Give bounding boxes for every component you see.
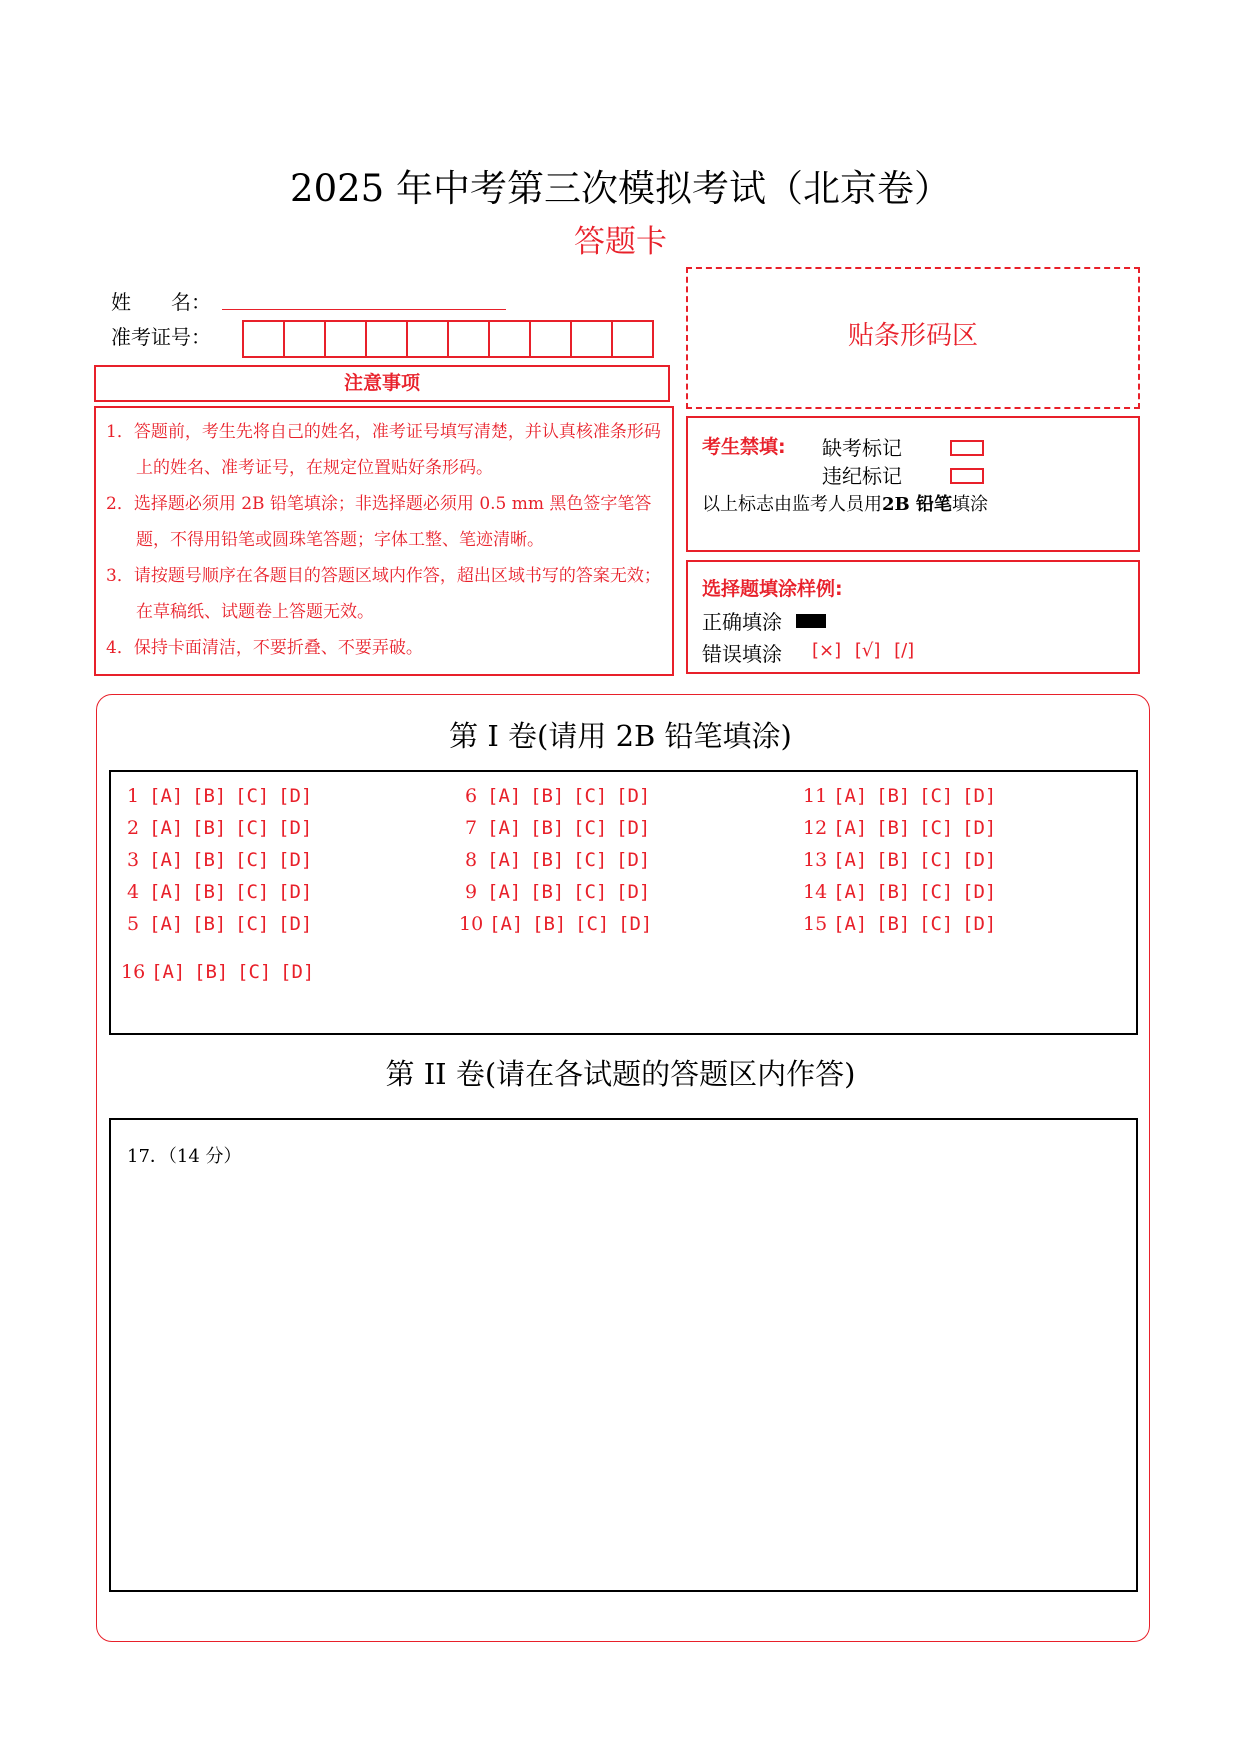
option-bubble[interactable]: [A]: [489, 913, 524, 935]
id-digit-box[interactable]: [531, 322, 572, 356]
barcode-area: 贴条形码区: [686, 267, 1140, 409]
question-number: 1: [127, 785, 140, 807]
mc-question-row: [803, 785, 1005, 807]
option-bubble[interactable]: [A]: [487, 881, 522, 903]
option-bubble[interactable]: [A]: [833, 849, 868, 871]
question-number: 13: [803, 849, 828, 871]
mc-question-row: [803, 849, 1005, 871]
question-number: 8: [465, 849, 478, 871]
option-bubble[interactable]: [A]: [487, 785, 522, 807]
mc-question-row: [465, 817, 659, 839]
question-number: 14: [803, 881, 828, 903]
option-bubble[interactable]: [D]: [280, 961, 315, 983]
question-number: 2: [127, 817, 140, 839]
notice-item: 1．答题前，考生先将自己的姓名，准考证号填写清楚，并认真核准条形码上的姓名、准考证号，在规定位置贴好条形码。: [106, 422, 661, 478]
wrong-fill-label: 错误填涂: [702, 642, 782, 666]
option-bubble[interactable]: [A]: [833, 817, 868, 839]
question-number: 3: [127, 849, 140, 871]
option-bubble[interactable]: [C]: [235, 785, 270, 807]
mc-question-row: [127, 817, 321, 839]
option-bubble[interactable]: [D]: [616, 881, 651, 903]
option-bubble[interactable]: [D]: [278, 881, 313, 903]
option-bubble[interactable]: [B]: [192, 913, 227, 935]
option-bubble[interactable]: [D]: [616, 785, 651, 807]
option-bubble[interactable]: [C]: [235, 913, 270, 935]
question-number: 16: [121, 961, 146, 983]
sample-label: 选择题填涂样例:: [702, 578, 843, 600]
notice-title: 注意事项: [94, 365, 670, 402]
option-bubble[interactable]: [A]: [833, 785, 868, 807]
option-bubble[interactable]: [D]: [616, 817, 651, 839]
id-digit-box[interactable]: [449, 322, 490, 356]
name-label: 姓 名：: [111, 290, 211, 314]
option-bubble[interactable]: [B]: [194, 961, 229, 983]
option-bubble[interactable]: [B]: [876, 785, 911, 807]
mc-question-row: [121, 961, 323, 983]
forbid-label: 考生禁填:: [702, 436, 786, 458]
question-number: 7: [465, 817, 478, 839]
id-digit-box[interactable]: [572, 322, 613, 356]
correct-fill-sample: [796, 614, 826, 628]
violation-mark-box[interactable]: [950, 468, 984, 484]
mc-question-row: [803, 881, 1005, 903]
question-number: 15: [803, 913, 828, 935]
answer-box-q17[interactable]: [109, 1118, 1138, 1592]
option-bubble[interactable]: [A]: [149, 817, 184, 839]
id-digit-box[interactable]: [367, 322, 408, 356]
mc-question-row: [127, 785, 321, 807]
mc-question-row: [803, 913, 1005, 935]
question-number: 10: [459, 913, 484, 935]
absent-mark-label: 缺考标记: [822, 436, 902, 460]
option-bubble[interactable]: [D]: [278, 785, 313, 807]
option-bubble[interactable]: [D]: [278, 913, 313, 935]
mc-question-row: [465, 881, 659, 903]
id-label: 准考证号：: [111, 325, 211, 349]
question-number: 4: [127, 881, 140, 903]
option-bubble[interactable]: [D]: [278, 817, 313, 839]
option-bubble[interactable]: [B]: [876, 817, 911, 839]
option-bubble[interactable]: [B]: [876, 849, 911, 871]
exam-title: 2025 年中考第三次模拟考试（北京卷）: [290, 167, 951, 210]
option-bubble[interactable]: [C]: [919, 817, 954, 839]
q17-label: 17．（14 分）: [127, 1146, 242, 1167]
forbid-note-suffix: 填涂: [952, 494, 989, 515]
mc-question-row: [127, 913, 321, 935]
mc-question-row: [465, 785, 659, 807]
option-bubble[interactable]: [A]: [149, 881, 184, 903]
option-bubble[interactable]: [B]: [192, 817, 227, 839]
option-bubble[interactable]: [D]: [962, 785, 997, 807]
question-number: 9: [465, 881, 478, 903]
mc-question-row: [127, 849, 321, 871]
option-bubble[interactable]: [B]: [876, 913, 911, 935]
exam-id-boxes[interactable]: [242, 320, 654, 358]
id-digit-box[interactable]: [613, 322, 652, 356]
option-bubble[interactable]: [C]: [919, 849, 954, 871]
option-bubble[interactable]: [B]: [192, 881, 227, 903]
option-bubble[interactable]: [B]: [192, 785, 227, 807]
option-bubble[interactable]: [C]: [919, 881, 954, 903]
violation-mark-label: 违纪标记: [822, 464, 902, 488]
option-bubble[interactable]: [A]: [149, 913, 184, 935]
option-bubble[interactable]: [D]: [962, 849, 997, 871]
option-bubble[interactable]: [B]: [530, 849, 565, 871]
option-bubble[interactable]: [C]: [235, 849, 270, 871]
id-digit-box[interactable]: [408, 322, 449, 356]
option-bubble[interactable]: [D]: [616, 849, 651, 871]
option-bubble[interactable]: [D]: [618, 913, 653, 935]
answer-sheet-subtitle: 答题卡: [574, 224, 667, 260]
option-bubble[interactable]: [C]: [573, 849, 608, 871]
option-bubble[interactable]: [A]: [487, 817, 522, 839]
option-bubble[interactable]: [C]: [575, 913, 610, 935]
option-bubble[interactable]: [D]: [962, 913, 997, 935]
wrong-fill-samples: [×] [√] [/]: [812, 640, 915, 661]
option-bubble[interactable]: [B]: [530, 881, 565, 903]
forbid-note-prefix: 以上标志由监考人员用: [702, 494, 882, 515]
id-digit-box[interactable]: [244, 322, 285, 356]
option-bubble[interactable]: [B]: [530, 785, 565, 807]
id-digit-box[interactable]: [326, 322, 367, 356]
mc-question-row: [127, 881, 321, 903]
correct-fill-label: 正确填涂: [702, 610, 782, 634]
option-bubble[interactable]: [C]: [235, 817, 270, 839]
option-bubble[interactable]: [A]: [833, 913, 868, 935]
id-digit-box[interactable]: [285, 322, 326, 356]
option-bubble[interactable]: [B]: [530, 817, 565, 839]
question-number: 6: [465, 785, 478, 807]
forbid-note-bold: 2B 铅笔: [882, 494, 953, 515]
mc-question-row: [465, 849, 659, 871]
question-number: 5: [127, 913, 140, 935]
notice-item: 4．保持卡面清洁，不要折叠、不要弄破。: [106, 638, 423, 658]
option-bubble[interactable]: [B]: [192, 849, 227, 871]
option-bubble[interactable]: [A]: [487, 849, 522, 871]
section1-title: 第 I 卷(请用 2B 铅笔填涂): [449, 719, 792, 753]
absent-mark-box[interactable]: [950, 440, 984, 456]
mc-question-row: [803, 817, 1005, 839]
option-bubble[interactable]: [C]: [237, 961, 272, 983]
notice-item: 3．请按题号顺序在各题目的答题区域内作答，超出区域书写的答案无效；在草稿纸、试题卷上答题无效。: [106, 566, 661, 622]
option-bubble[interactable]: [D]: [278, 849, 313, 871]
option-bubble[interactable]: [C]: [573, 785, 608, 807]
option-bubble[interactable]: [C]: [235, 881, 270, 903]
option-bubble[interactable]: [B]: [532, 913, 567, 935]
option-bubble[interactable]: [D]: [962, 817, 997, 839]
option-bubble[interactable]: [B]: [876, 881, 911, 903]
question-number: 12: [803, 817, 828, 839]
option-bubble[interactable]: [C]: [573, 817, 608, 839]
mc-question-row: [459, 913, 661, 935]
section2-title: 第 II 卷(请在各试题的答题区内作答): [385, 1057, 856, 1091]
option-bubble[interactable]: [A]: [151, 961, 186, 983]
forbid-note: [702, 490, 988, 516]
notice-box: [94, 406, 674, 676]
option-bubble[interactable]: [A]: [833, 881, 868, 903]
option-bubble[interactable]: [C]: [919, 913, 954, 935]
question-number: 11: [803, 785, 828, 807]
option-bubble[interactable]: [D]: [962, 881, 997, 903]
option-bubble[interactable]: [A]: [149, 785, 184, 807]
name-input-line[interactable]: [222, 309, 506, 310]
notice-item: 2．选择题必须用 2B 铅笔填涂；非选择题必须用 0.5 mm 黑色签字笔答题，不得用铅笔或圆珠笔答题；字体工整、笔迹清晰。: [106, 494, 652, 550]
option-bubble[interactable]: [A]: [149, 849, 184, 871]
fill-sample-box: [686, 560, 1140, 674]
examinee-forbidden-box: [686, 416, 1140, 552]
option-bubble[interactable]: [C]: [573, 881, 608, 903]
option-bubble[interactable]: [C]: [919, 785, 954, 807]
id-digit-box[interactable]: [490, 322, 531, 356]
